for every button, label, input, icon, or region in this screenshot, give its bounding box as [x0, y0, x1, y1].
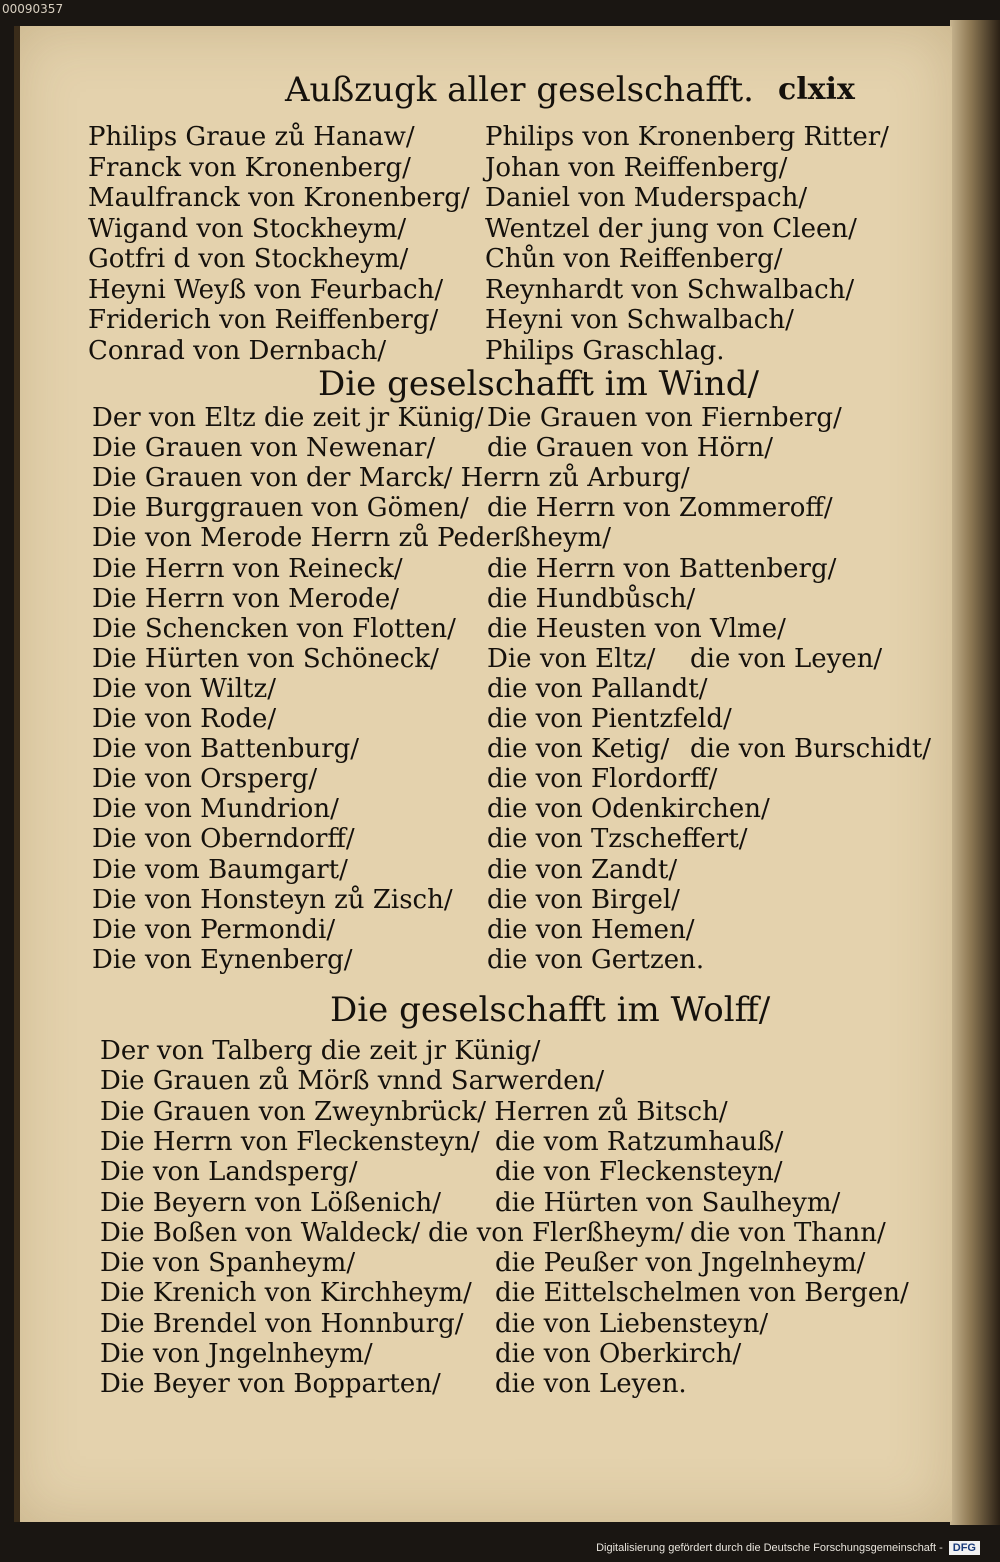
list-item: die von Liebensteyn/ [495, 1308, 769, 1339]
list-item: Der von Talberg die zeit jr Künig/ [100, 1036, 541, 1066]
list-item: Heyni Weyß von Feurbach/ [88, 274, 444, 305]
list-item: Die Herrn von Fleckensteyn/ [100, 1126, 480, 1157]
list-item: Philips Graschlag. [485, 335, 725, 366]
list-item: Reynhardt von Schwalbach/ [485, 274, 855, 305]
list-item: die von Fleckensteyn/ [495, 1157, 783, 1188]
footer-text: Digitalisierung gefördert durch die Deutsche Forschungsgemeinschaft - [596, 1542, 943, 1554]
list-item: Die von Permondi/ [92, 914, 336, 945]
list-item: die Herrn von Zommeroff/ [487, 493, 833, 524]
list-item: Der von Eltz die zeit jr Künig/ [92, 403, 484, 433]
list-item: Die Schencken von Flotten/ [92, 613, 456, 644]
list-item: Die von Eynenberg/ [92, 944, 353, 975]
list-item: Die Grauen von Fiernberg/ [487, 403, 842, 433]
list-item: die von Odenkirchen/ [487, 794, 770, 825]
dfg-logo: DFG [949, 1541, 980, 1555]
list-item: die von Leyen. [495, 1369, 687, 1400]
list-item: Wentzel der jung von Cleen/ [485, 213, 857, 244]
list-item: Die von Eltz/ [487, 643, 656, 674]
list-item: die Eittelschelmen von Bergen/ [495, 1278, 909, 1309]
list-item: Die von Battenburg/ [92, 734, 360, 765]
list-item: Die von Mundrion/ [92, 794, 339, 825]
list-item: Friderich von Reiffenberg/ [88, 305, 439, 335]
list-item: die von Thann/ [690, 1217, 886, 1248]
page-spine [14, 26, 20, 1522]
list-item: die Peußer von Jngelnheym/ [495, 1248, 866, 1279]
list-item: die von Hemen/ [487, 914, 695, 945]
list-item: Die von Oberndorff/ [92, 824, 355, 855]
list-item: die Grauen von Hörn/ [487, 433, 774, 464]
list-item: Die von Jngelnheym/ [100, 1339, 373, 1369]
list-item: die Hürten von Saulheym/ [495, 1187, 841, 1218]
list-item: Maulfranck von Kronenberg/ [88, 183, 470, 213]
list-item: Die von Spanheym/ [100, 1248, 356, 1279]
list-item: Die Hürten von Schöneck/ [92, 643, 439, 674]
list-item: die von Oberkirch/ [495, 1339, 742, 1369]
list-item: die Heusten von Vlme/ [487, 613, 786, 644]
list-item: Die von Rode/ [92, 704, 277, 734]
list-item: Heyni von Schwalbach/ [485, 305, 794, 335]
list-item: Die von Merode Herrn zů Pederßheym/ [92, 523, 611, 554]
running-title: Außzugk aller geselschafft. [285, 70, 754, 110]
list-item: Die von Wiltz/ [92, 673, 276, 704]
list-item: die von Zandt/ [487, 854, 678, 885]
list-item: Die vom Baumgart/ [92, 854, 348, 885]
list-item: die von Birgel/ [487, 884, 680, 915]
list-item: Chůn von Reiffenberg/ [485, 244, 783, 274]
list-item: Die Herrn von Merode/ [92, 583, 399, 614]
list-item: die von Gertzen. [487, 944, 705, 975]
list-item: Wigand von Stockheym/ [88, 213, 407, 244]
list-item: die von Ketig/ [487, 734, 670, 765]
list-item: die von Burschidt/ [690, 734, 932, 765]
list-item: Die Grauen von Zweynbrück/ Herren zů Bitsch/ [100, 1096, 728, 1127]
list-item: Franck von Kronenberg/ [88, 152, 411, 183]
list-item: die vom Ratzumhauß/ [495, 1126, 784, 1157]
list-item: Die Beyer von Bopparten/ [100, 1369, 441, 1400]
list-item: Die von Landsperg/ [100, 1157, 358, 1188]
list-item: die von Pientzfeld/ [487, 704, 732, 734]
list-item: die von Leyen/ [690, 643, 883, 674]
list-item: Gotfri d von Stockheym/ [88, 244, 409, 274]
list-item: die Herrn von Battenberg/ [487, 553, 837, 584]
list-item: die von Flordorff/ [487, 764, 718, 795]
list-item: Die Krenich von Kirchheym/ [100, 1278, 472, 1309]
list-item: Die von Orsperg/ [92, 764, 318, 795]
list-item: die von Tzscheffert/ [487, 824, 748, 855]
list-item: Die von Honsteyn zů Zisch/ [92, 884, 453, 915]
footer [596, 1538, 980, 1558]
list-item: Die Brendel von Honnburg/ [100, 1308, 464, 1339]
scan-id: 00090357 [2, 2, 64, 16]
list-item: Johan von Reiffenberg/ [485, 152, 788, 183]
list-item: Daniel von Muderspach/ [485, 183, 808, 213]
list-item: Die Grauen von der Marck/ Herrn zů Arburg/ [92, 463, 690, 494]
list-item: die von Flerßheym/ [428, 1217, 684, 1248]
page-edge-shadow [950, 20, 1000, 1525]
list-item: Die Herrn von Reineck/ [92, 553, 403, 584]
list-item: Die Beyern von Lößenich/ [100, 1187, 441, 1218]
section-heading-wolff: Die geselschafft im Wolff/ [330, 990, 771, 1030]
list-item: die Hundbůsch/ [487, 583, 696, 614]
list-item: Die Boßen von Waldeck/ [100, 1217, 421, 1248]
list-item: Die Grauen von Newenar/ [92, 433, 436, 464]
list-item: Philips Graue zů Hanaw/ [88, 122, 415, 152]
list-item: Conrad von Dernbach/ [88, 335, 387, 366]
list-item: die von Pallandt/ [487, 673, 708, 704]
list-item: Die Burggrauen von Gömen/ [92, 493, 469, 524]
list-item: Philips von Kronenberg Ritter/ [485, 122, 889, 152]
section-heading-wind: Die geselschafft im Wind/ [318, 364, 759, 404]
list-item: Die Grauen zů Mörß vnnd Sarwerden/ [100, 1066, 605, 1097]
folio-number: clxix [778, 72, 855, 107]
